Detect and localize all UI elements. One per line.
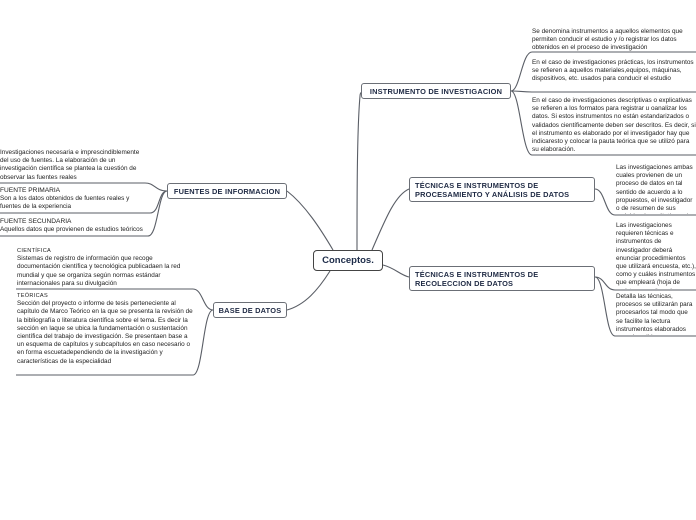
leaf-text: Investigaciones necesaria e imprescindiblemente del uso de fuentes. La elaboración de un investigación científica se plantea la cuestión de observar las fuentes reales: [0, 149, 140, 181]
leaf-text: Las investigaciones requieren técnicas e instrumentos de investigador deberá enunciar procedimientos que utilizará encuesta, etc.), como y cuáles instrumentos que empleará (hoja de: [616, 222, 696, 287]
leaf-text: Sistemas de registro de información que recoge documentación científica y tecnológica publicadaen la red mundial y que se organiza según normas estándar internacionales para su divulgación: [17, 255, 181, 287]
leaf-instrumento-2: [532, 59, 696, 92]
leaf-text: Aquellos datos que provienen de estudios teóricos: [0, 226, 143, 234]
leaf-text: Las investigaciones ambas cuales provienen de un proceso de datos en tal sentido de acuerdo a lo propuestos, el investigador o de resumen de sus: [616, 164, 693, 213]
leaf-text: Se denomina instrumentos a aquellos elementos que permiten conducir el estudio y /o registrar los datos obtenidos en el proceso de investigación: [532, 28, 683, 52]
central-node[interactable]: Conceptos.: [313, 250, 383, 271]
node-tecnicas-recoleccion[interactable]: [409, 266, 595, 291]
node-label-line-1: TÉCNICAS E INSTRUMENTOS DE: [415, 180, 539, 190]
leaf-tecnicas-proc-1: [616, 164, 696, 214]
leaf-tecnicas-rec-1: [616, 222, 696, 289]
leaf-instrumento-3: [532, 97, 696, 155]
leaf-base-cientifica: [17, 247, 193, 289]
node-label-line-1: TÉCNICAS E INSTRUMENTOS DE: [415, 269, 539, 279]
node-label: BASE DE DATOS: [218, 305, 282, 315]
link-central-tecnicas-proc: [372, 189, 409, 250]
leaf-text: En el caso de investigaciones prácticas, los instrumentos se refieren a aquellos materiales,equipos, máquinas, dispositivos, etc. usados para conducir el estudio: [532, 59, 694, 83]
node-fuentes-de-informacion[interactable]: [167, 183, 287, 199]
node-label: INSTRUMENTO DE INVESTIGACION: [369, 86, 503, 96]
leaf-text: Detalla las técnicas, procesos se utilizarán para procesarlos tal modo que se facilite la lectura instrumentos elaborados: [616, 293, 693, 333]
node-label: FUENTES DE INFORMACION: [173, 186, 281, 196]
leaf-title: FUENTE SECUNDARIA: [0, 218, 72, 225]
leaf-instrumento-1: [532, 28, 696, 52]
leaf-text: Sección del proyecto o informe de tesis perteneciente al capítulo de Marco Teórico en la que se presenta la revisión de la bibliografía o literatura científica sobre el tema. Es decir la sección en laque se ubica la fundamentación o sustentación científica del trabajo de investigación. Se presentaen base a un esquema de capítulos y subcapítulos en caso necesario o en forma escuetadependiendo de la investigación y características de la especialidad: [17, 300, 193, 365]
leaf-caption: TEÓRICAS: [17, 293, 48, 299]
leaf-text: Son a los datos obtenidos de fuentes reales y fuentes de la experiencia: [0, 195, 130, 211]
link-central-instrumento: [357, 91, 366, 250]
leaf-base-teoricas: [17, 292, 193, 375]
leaf-text: En el caso de investigaciones descriptivas o explicativas se refieren a los formatos para registrar u oanalizar los datos. Si estos instrumentos no están estandarizados o validados científicamente deben ser descritos. Es decir, si el instrumento es elaborado por el investigador hay que indicaresto y colocar la pauta teórica que se utilizó para su elaboración.: [532, 97, 696, 154]
leaf-caption: CIENTÍFICA: [17, 248, 52, 254]
leaf-fuentes-1: [0, 149, 148, 182]
node-label-line-2: PROCESAMIENTO Y ANÁLISIS DE DATOS: [415, 189, 570, 199]
link-central-fuentes: [287, 191, 333, 250]
leaf-title: FUENTE PRIMARIA: [0, 187, 61, 194]
node-instrumento-de-investigacion[interactable]: [361, 83, 511, 99]
node-label-line-2: RECOLECCION DE DATOS: [415, 278, 514, 288]
node-base-de-datos[interactable]: [213, 302, 287, 318]
link-central-base: [287, 271, 330, 310]
leaf-fuente-secundaria: [0, 218, 150, 236]
link-central-tecnicas-rec: [383, 265, 409, 277]
leaf-fuente-primaria: [0, 187, 150, 213]
node-tecnicas-procesamiento[interactable]: [409, 177, 595, 202]
leaf-tecnicas-rec-2: [616, 293, 696, 335]
